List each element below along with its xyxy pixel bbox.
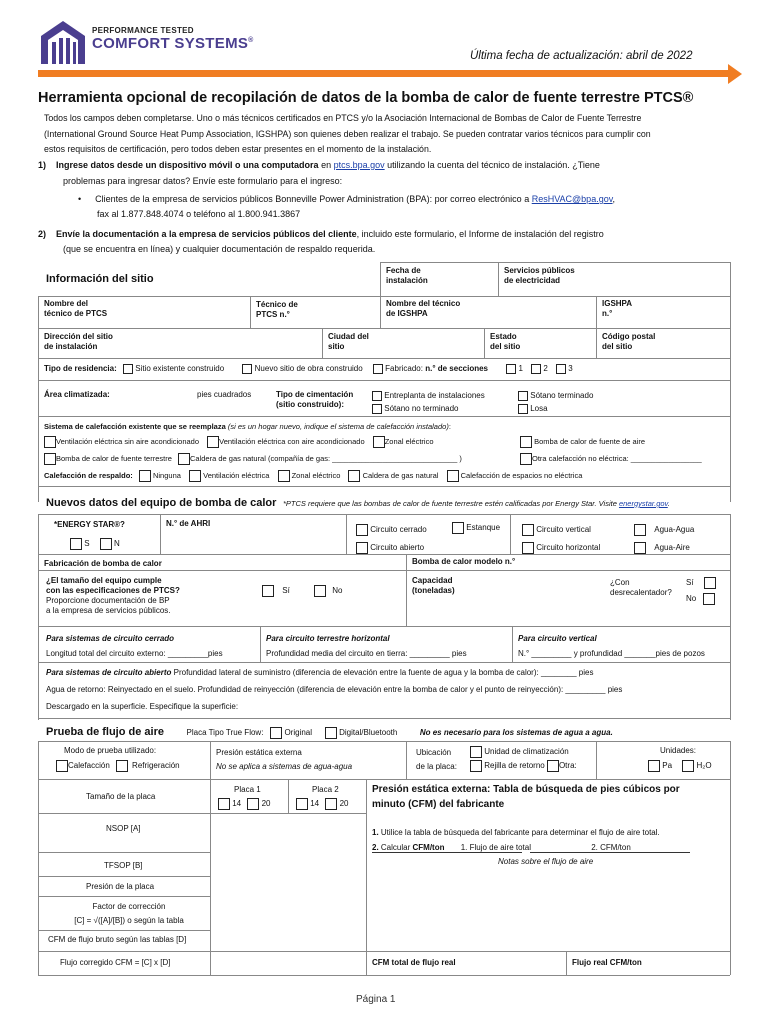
tfsop-label: TFSOP [B] (104, 861, 143, 870)
finished-basement-checkbox[interactable] (518, 391, 528, 401)
test-mode-options: Calefacción Refrigeración (56, 760, 180, 772)
existing-checkbox[interactable] (123, 364, 133, 374)
size-options: Sí No (262, 585, 343, 597)
sqft-label: pies cuadrados (197, 390, 252, 399)
step-1-bullet: • Clientes de la empresa de servicios públicos Bonneville Power Administration (BPA): por correo electrónico a ResHVAC@bpa.gov, (78, 194, 616, 204)
heating-mode-checkbox[interactable] (56, 760, 68, 772)
heating-opt-4: Bomba de calor de fuente de aire (520, 436, 645, 448)
plate1-20-checkbox[interactable] (247, 798, 259, 810)
energystar-link[interactable]: energystar.gov (618, 499, 668, 508)
es-yes-checkbox[interactable] (70, 538, 82, 550)
heating-opt-7: Otra calefacción no eléctrica: _________________ (520, 453, 702, 465)
h2o-checkbox[interactable] (682, 760, 694, 772)
equipment-heading-row: Nuevos datos del equipo de bomba de calor *PTCS requiere que las bombas de calor de fuente terrestre estén calificadas por Energy Star. Visite energystar.gov. (46, 497, 670, 509)
dsh-no-checkbox[interactable] (703, 593, 715, 605)
pa-checkbox[interactable] (648, 760, 660, 772)
residence-type-row: Tipo de residencia: Sitio existente construido Nuevo sitio de obra construido Fabricado: n.° de secciones 1 2 3 (44, 364, 573, 374)
capacity-label: Capacidad (toneladas) (412, 576, 455, 595)
manufacturer-label: Fabricación de bomba de calor (44, 559, 162, 568)
location-label: Ubicación de la placa: (416, 748, 457, 771)
heat-opt-3-checkbox[interactable] (373, 436, 385, 448)
instruction-1: 1. Utilice la tabla de búsqueda del fabricante para determinar el flujo de aire total. (372, 828, 660, 837)
unfinished-basement-checkbox[interactable] (372, 404, 382, 414)
desuperheater-label: ¿Con desrecalentador? (610, 578, 672, 597)
open-loop-checkbox[interactable] (356, 542, 368, 554)
servicios-label: Servicios públicos de electricidad (504, 266, 575, 285)
backup-nonelectric-checkbox[interactable] (447, 470, 459, 482)
horizontal-loop-checkbox[interactable] (522, 542, 534, 554)
plate-2: Placa 2 14 20 (296, 783, 349, 811)
heat-opt-5-checkbox[interactable] (44, 453, 56, 465)
model-label: Bomba de calor modelo n.° (412, 557, 516, 566)
open-loop-section: Para sistemas de circuito abierto Profundidad lateral de suministro (diferencia de elevación entre la fuente de agua y la bomba de calor): ________ pies (46, 668, 594, 677)
crawlspace-checkbox[interactable] (372, 391, 382, 401)
plate-pressure-label: Presión de la placa (86, 882, 155, 891)
loop-type-1: Circuito cerrado Circuito abierto (356, 521, 427, 557)
closed-loop-section: Para sistemas de circuito cerrado Longitud total del circuito externo: _________pies (46, 634, 223, 658)
heat-opt-7-checkbox[interactable] (520, 453, 532, 465)
ahri-label: N.° de AHRI (166, 519, 211, 528)
water-air-checkbox[interactable] (634, 542, 646, 554)
foundation-options-1: Entreplanta de instalaciones Sótano no terminado (372, 389, 485, 415)
plate-size-label: Tamaño de la placa (86, 792, 156, 801)
test-mode-label: Modo de prueba utilizado: (64, 746, 157, 755)
correction-factor: Factor de corrección [C] = √([A]/[B]) o según la tabla (74, 902, 184, 925)
lookup-table-heading: Presión estática externa: Tabla de búsqueda de pies cúbicos por minuto (CFM) del fabricante (372, 784, 680, 810)
heating-row-1: Ventilación eléctrica sin aire acondicionado Ventilación eléctrica con aire acondicionado Zonal eléctrico (44, 436, 434, 448)
water-water-checkbox[interactable] (634, 524, 646, 536)
vertical-loop-checkbox[interactable] (522, 524, 534, 536)
original-checkbox[interactable] (270, 727, 282, 739)
airflow-heading-row: Prueba de flujo de aire Placa Tipo True Flow: Original Digital/Bluetooth No es necesario para los sistemas de agua a agua. (46, 726, 613, 738)
foundation-label: Tipo de cimentación (sitio construido): (276, 390, 354, 409)
logo (38, 18, 88, 66)
plate2-14-checkbox[interactable] (296, 798, 308, 810)
email-link[interactable]: ResHVAC@bpa.gov (531, 194, 613, 204)
closed-loop-checkbox[interactable] (356, 524, 368, 536)
cooling-mode-checkbox[interactable] (116, 760, 128, 772)
step-2: 2) Envíe la documentación a la empresa de servicios públicos del cliente, incluido este formulario, el Informe de instalación del registro (38, 229, 604, 239)
heat-opt-1-checkbox[interactable] (44, 436, 56, 448)
site-table (38, 262, 730, 502)
size-yes-checkbox[interactable] (262, 585, 274, 597)
size-no-checkbox[interactable] (314, 585, 326, 597)
ciudad-label: Ciudad del sitio (328, 332, 369, 351)
step-2-line2: (que se encuentra en línea) y cualquier documentación de respaldo requerida. (63, 244, 376, 254)
sections-1-checkbox[interactable] (506, 364, 516, 374)
manufactured-checkbox[interactable] (373, 364, 383, 374)
backup-electric-checkbox[interactable] (189, 470, 201, 482)
heat-opt-2-checkbox[interactable] (207, 436, 219, 448)
heating-system-label: Sistema de calefacción existente que se reemplaza (si es un hogar nuevo, indique el sistema de calefacción instalado): (44, 422, 451, 431)
intro-text: Todos los campos deben completarse. Uno o más técnicos certificados en PTCS y/o la Asociación Internacional de Bombas de Calor de Fuente Terrestre (International Ground Source Heat Pump Association, IGSHPA) son quienes deben realizar el trabajo. Se pueden contratar varios técnicos para cumplir con estos requisitos de certificación, pero todos deben estar presentes en el momento de la instalación. (44, 113, 651, 154)
air-handler-checkbox[interactable] (470, 746, 482, 758)
desuperheater-options: Sí No (686, 575, 716, 607)
heat-opt-4-checkbox[interactable] (520, 436, 532, 448)
site-heading: Información del sitio (46, 273, 154, 285)
backup-zonal-checkbox[interactable] (278, 470, 290, 482)
vertical-section: Para circuito vertical N.° _________ y profundidad _______pies de pozos (518, 634, 705, 658)
backup-heat-row: Calefacción de respaldo: Ninguna Ventilación eléctrica Zonal eléctrico Caldera de gas natural Calefacción de espacios no eléctrica (44, 470, 582, 482)
step-1-contact: fax al 1.877.848.4074 o teléfono al 1.800.941.3867 (97, 209, 301, 219)
heating-row-2: Bomba de calor de fuente terrestre Caldera de gas natural (compañía de gas: ______________________________ ) (44, 453, 462, 465)
size-question: ¿El tamaño del equipo cumple con las especificaciones de PTCS? Proporcione documentación de BP a la empresa de servicios públicos. (46, 576, 180, 615)
location-options: Unidad de climatización Rejilla de retorno Otra: (470, 745, 577, 773)
ptcs-link[interactable]: ptcs.bpa.gov (333, 160, 385, 170)
foundation-options-2: Sótano terminado Losa (518, 389, 593, 415)
tecnico-ptcs-label: Técnico de PTCS n.° (256, 300, 298, 319)
pond-option: Estanque (452, 522, 500, 534)
backup-none-checkbox[interactable] (139, 470, 151, 482)
igshpa-label: IGSHPA n.° (602, 299, 633, 318)
step-1-line2: problemas para ingresar datos? Envíe este formulario para el ingreso: (63, 176, 343, 186)
area-label: Área climatizada: (44, 390, 110, 399)
static-pressure-label: Presión estática externa No se aplica a sistemas de agua-agua (216, 748, 353, 771)
postal-label: Código postal del sitio (602, 332, 656, 351)
logo-house-icon (38, 18, 88, 66)
orange-rule (38, 70, 730, 77)
loop-type-2: Circuito vertical Circuito horizontal (522, 521, 600, 557)
sections-2-checkbox[interactable] (531, 364, 541, 374)
brand-main: COMFORT SYSTEMS® (92, 35, 254, 52)
brand-top: PERFORMANCE TESTED (92, 26, 194, 35)
direccion-label: Dirección del sitio de instalación (44, 332, 113, 351)
page-number: Página 1 (356, 994, 396, 1005)
gross-cfm-label: CFM de flujo bruto según las tablas [D] (48, 935, 187, 944)
last-updated: Última fecha de actualización: abril de 2022 (470, 50, 693, 62)
plate2-20-checkbox[interactable] (325, 798, 337, 810)
energy-star-label: *ENERGY STAR®? (54, 520, 125, 529)
estado-label: Estado del sitio (490, 332, 521, 351)
discharge: Descargado en la superficie. Especifique la superficie: (46, 702, 239, 711)
es-no-checkbox[interactable] (100, 538, 112, 550)
nombre-ptcs-label: Nombre del técnico de PTCS (44, 299, 108, 318)
instruction-2: 2. Calcular CFM/ton 1. Flujo de aire total 2. CFM/ton (372, 843, 631, 852)
plate-1: Placa 1 14 20 (218, 783, 271, 811)
dsh-yes-checkbox[interactable] (704, 577, 716, 589)
other-location-checkbox[interactable] (547, 760, 559, 772)
fecha-label: Fecha de instalación (386, 266, 428, 285)
airflow-notes-label: Notas sobre el flujo de aire (498, 857, 594, 866)
digital-checkbox[interactable] (325, 727, 337, 739)
energy-star-options: S N (70, 538, 120, 550)
return-water: Agua de retorno: Reinyectado en el suelo. Profundidad de reinyección (diferencia de elevación entre la bomba de calor y el punto de reinyección): _________ pies (46, 685, 623, 694)
horizontal-section: Para circuito terrestre horizontal Profundidad media del circuito en tierra: _________ pies (266, 634, 467, 658)
actual-cfm-ton-label: Flujo real CFM/ton (572, 958, 642, 967)
return-grille-checkbox[interactable] (470, 760, 482, 772)
heat-opt-6-checkbox[interactable] (178, 453, 190, 465)
orange-arrow (728, 64, 742, 84)
nsop-label: NSOP [A] (106, 824, 141, 833)
step-1: 1) Ingrese datos desde un dispositivo móvil o una computadora en ptcs.bpa.gov utilizando la cuenta del técnico de instalación. ¿Tiene (38, 160, 600, 170)
system-type: Agua-Agua Agua-Aire (634, 521, 694, 557)
page-title: Herramienta opcional de recopilación de datos de la bomba de calor de fuente terrestre PTCS® (38, 90, 694, 106)
total-cfm-label: CFM total de flujo real (372, 958, 456, 967)
new-site-checkbox[interactable] (242, 364, 252, 374)
plate1-14-checkbox[interactable] (218, 798, 230, 810)
pond-checkbox[interactable] (452, 522, 464, 534)
backup-gas-checkbox[interactable] (348, 470, 360, 482)
units-label: Unidades: (660, 746, 697, 755)
sections-3-checkbox[interactable] (556, 364, 566, 374)
corrected-flow-label: Flujo corregido CFM = [C] x [D] (60, 958, 171, 967)
slab-checkbox[interactable] (518, 404, 528, 414)
nombre-igshpa-label: Nombre del técnico de IGSHPA (386, 299, 461, 318)
units-options: Pa H₂O (648, 760, 712, 772)
